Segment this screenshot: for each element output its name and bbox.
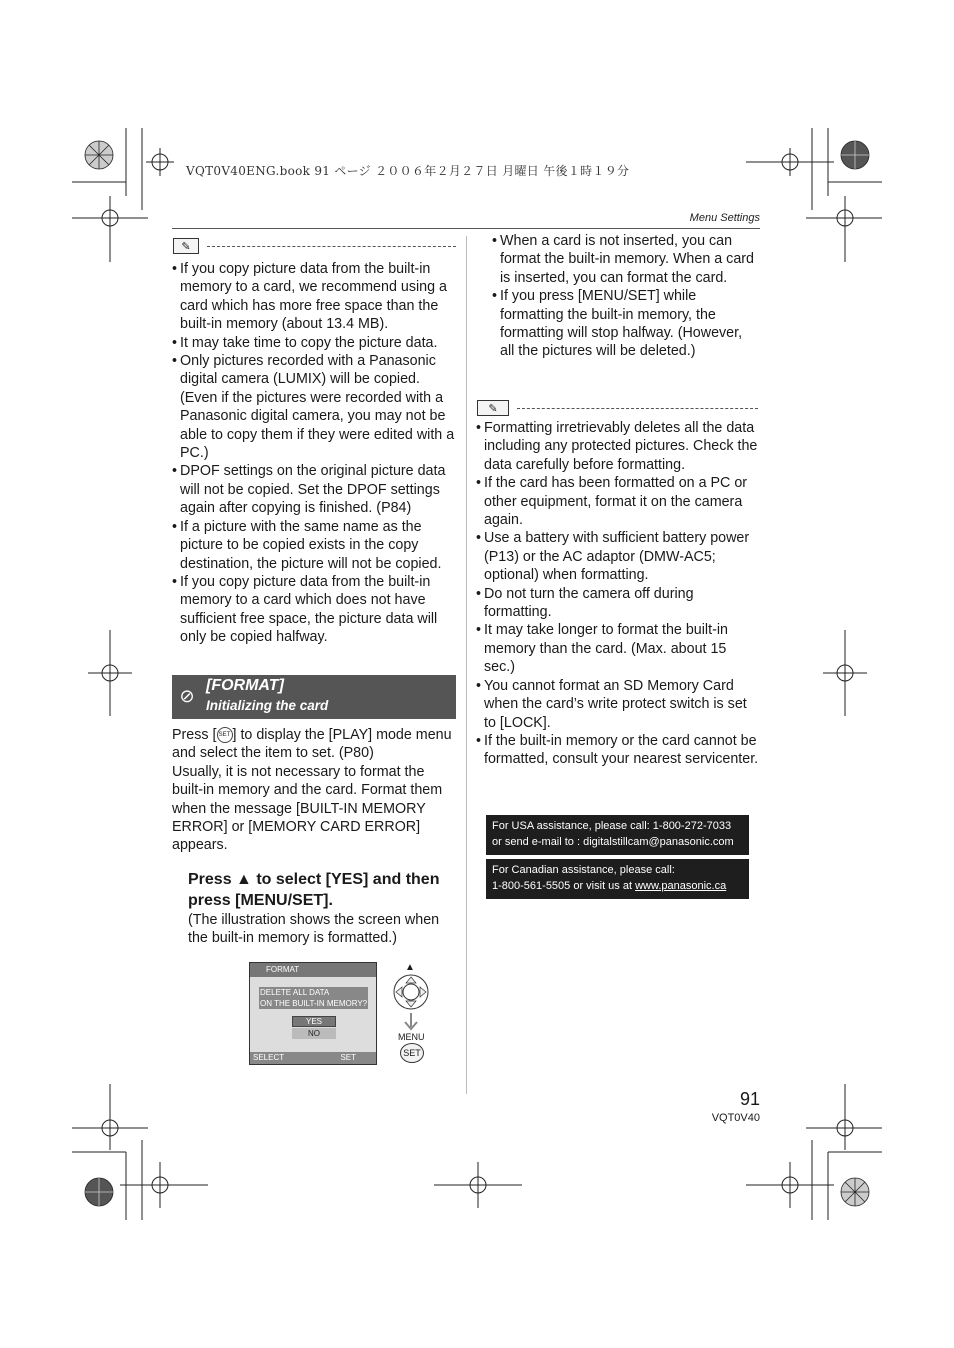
cursor-pad-icon [393,974,429,1010]
note-icon: ✎ [477,400,509,416]
lcd-message-line1: DELETE ALL DATA [260,988,330,997]
format-icon: ⊘ [179,686,195,706]
list-item: • If you copy picture data from the built-in memory to a card which does not have sufficient free space, the picture data will only be copied halfway. [172,573,456,647]
format-section-header [172,675,456,719]
note-bar [173,237,456,255]
lcd-message-line2: ON THE BUILT-IN MEMORY? [260,999,368,1008]
intro-text-b: ] to display the [PLAY] mode menu and select the item to set. (P80) [172,727,452,762]
menu-set-icon-label: SET [218,732,231,739]
list-item: • If the built-in memory or the card cannot be formatted, consult your nearest servicenter. [476,732,760,769]
left-notes-list [172,260,456,647]
list-item: • If you copy picture data from the built-in memory to a card, we recommend using a card which has more free space than the built-in memory (about 13.4 MB). [172,260,456,334]
lcd-title: FORMAT [250,963,376,977]
step-note: (The illustration shows the screen when the built-in memory is formatted.) [188,912,440,947]
format-subtitle: Initializing the card [206,698,329,713]
right-notes-list [476,419,760,769]
canada-website-link[interactable]: www.panasonic.ca [635,879,727,892]
canada-assistance-line2 [492,879,743,895]
list-item: • Formatting irretrievably deletes all the data including any protected pictures. Check the data carefully before formatting. [476,419,760,474]
format-body: Usually, it is not necessary to format the built-in memory and the card. Format them when the message [BUILT-IN MEMORY ERROR] or [MEMORY CARD ERROR] appears. [172,763,443,854]
list-item: • If you press [MENU/SET] while formatting the built-in memory, the formatting will stop halfway. (However, all the pictures will be deleted.) [492,287,756,361]
list-item: • Do not turn the camera off during formatting. [476,585,760,622]
lcd-no-option: NO [292,1028,336,1039]
lcd-select-label: SELECT [253,1053,285,1062]
document-code: VQT0V40 [711,1112,760,1124]
step-instruction: Press ▲ to select [YES] and then press [MENU/SET]. [188,871,440,909]
format-title: [FORMAT] [206,677,284,694]
header-rule [172,228,760,229]
canada-assistance-prefix: 1-800-561-5505 or visit us at [492,879,636,892]
canada-assistance-box [486,859,749,899]
up-arrow-icon: ▲ [405,962,415,973]
usa-assistance-line2: or send e-mail to : digitalstillcam@panasonic.com [492,835,734,848]
note-dashes [517,408,758,409]
list-item: • If the card has been formatted on a PC or other equipment, format it on the camera again. [476,474,760,529]
lcd-message [259,987,368,1009]
down-arrow-icon [403,1013,419,1031]
lcd-yes-option: YES [292,1016,336,1027]
lcd-set-label: SET [340,1053,356,1062]
list-item: • It may take time to copy the picture data. [172,334,456,352]
usa-assistance-line1: For USA assistance, please call: 1-800-272-7033 [492,820,732,832]
set-button-icon [400,1043,424,1063]
list-item: • It may take longer to format the built-in memory than the card. (Max. about 15 sec.) [476,621,760,676]
lcd-bottom-bar [250,1052,376,1064]
format-intro [172,726,456,855]
intro-text-a: Press [ [172,727,217,743]
menu-label: MENU [398,1032,425,1042]
lcd-screen-illustration [249,962,377,1065]
menu-set-icon [217,727,233,743]
note-dashes [207,246,456,247]
note-bar-right [477,399,758,417]
list-item: • When a card is not inserted, you can format the built-in memory. When a card is inserted, you can format the card. [492,232,756,287]
usa-assistance-box [486,815,749,855]
note-icon: ✎ [173,238,199,254]
right-sub-bullets [492,232,756,361]
print-info-line: VQT0V40ENG.book 91 ページ ２００６年２月２７日 月曜日 午後１時１９分 [186,164,630,178]
page-number: 91 [739,1089,760,1109]
column-divider [466,236,467,1094]
list-item: • Only pictures recorded with a Panasonic digital camera (LUMIX) will be copied. (Even if the pictures were recorded with a Panasonic digital camera, you may not be able to copy them if they were edited with a PC.) [172,352,456,462]
set-button-label: SET [403,1048,421,1058]
list-item: • You cannot format an SD Memory Card when the card’s write protect switch is set to [LOCK]. [476,677,760,732]
section-header: Menu Settings [689,212,760,224]
list-item: • Use a battery with sufficient battery power (P13) or the AC adaptor (DMW-AC5; optional) when formatting. [476,529,760,584]
list-item: • If a picture with the same name as the picture to be copied exists in the copy destination, the picture will not be copied. [172,518,456,573]
canada-assistance-line1: For Canadian assistance, please call: [492,864,675,876]
list-item: • DPOF settings on the original picture data will not be copied. Set the DPOF settings again after copying is finished. (P84) [172,462,456,517]
